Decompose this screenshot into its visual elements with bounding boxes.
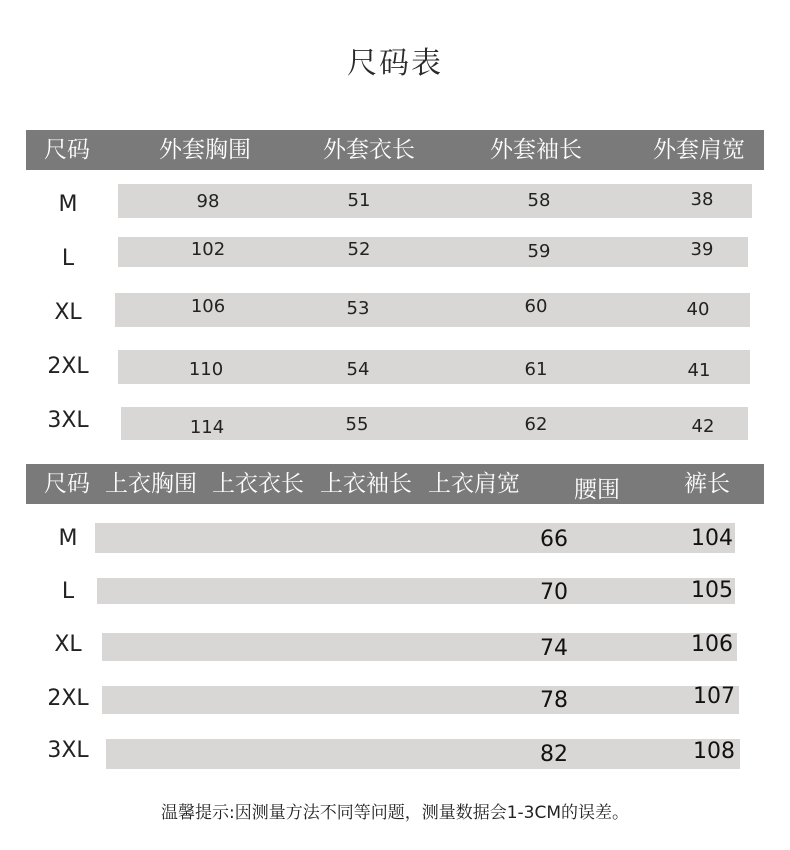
table1-header-length: 外套衣长 [323,137,415,163]
measurement-note: 温馨提示:因测量方法不同等问题，测量数据会1-3CM的误差。 [160,803,630,823]
table1-header-chest: 外套胸围 [159,137,251,163]
size-label: 2XL [47,686,89,711]
table1-header-sleeve: 外套袖长 [490,137,582,163]
table2-header-waist: 腰围 [574,477,620,503]
table-cell: 78 [540,688,568,713]
table-cell: 62 [524,414,548,435]
size-label: XL [54,300,82,325]
table2-row-band [95,523,735,553]
table2-row-band [102,633,737,661]
size-label: XL [54,632,82,657]
table2-header-sleeve: 上衣袖长 [320,471,412,497]
table-cell: 40 [686,299,710,320]
size-label: 2XL [47,354,89,379]
table-cell: 70 [540,580,568,605]
table-cell: 74 [540,636,568,661]
table-cell: 55 [345,414,369,435]
table-cell: 114 [189,417,225,438]
size-label: M [58,526,78,551]
table2-header [26,464,764,504]
table2-header-length: 上衣衣长 [212,471,304,497]
table-cell: 106 [190,296,226,317]
table-cell: 52 [347,239,371,260]
table-cell: 58 [527,190,551,211]
table-cell: 104 [691,526,733,551]
size-label: M [58,192,78,217]
table-cell: 51 [347,190,371,211]
table-cell: 102 [190,239,226,260]
table-cell: 59 [527,241,551,262]
table2-row-band [106,739,740,769]
table-cell: 53 [346,298,370,319]
table-cell: 110 [188,359,224,380]
table-cell: 39 [690,239,714,260]
table1-header [26,130,764,170]
size-label: 3XL [47,738,89,763]
table1-header-size: 尺码 [44,137,90,163]
table-cell: 42 [691,416,715,437]
page-title: 尺码表 [347,46,443,81]
table2-row-band [102,686,739,714]
table-cell: 66 [540,527,568,552]
table2-header-shoulder: 上衣肩宽 [428,471,520,497]
table2-header-pants-length: 裤长 [684,471,730,497]
table-cell: 98 [196,191,220,212]
size-label: L [61,246,75,271]
table-cell: 61 [524,359,548,380]
table-cell: 82 [540,742,568,767]
table-cell: 54 [346,359,370,380]
table-cell: 105 [691,578,733,603]
table-cell: 107 [693,684,735,709]
table2-header-size: 尺码 [44,471,90,497]
table-cell: 60 [524,296,548,317]
table2-header-chest: 上衣胸围 [105,471,197,497]
table1-header-shoulder: 外套肩宽 [653,137,745,163]
table2-row-band [97,578,735,604]
table-cell: 108 [693,739,735,764]
size-label: 3XL [47,408,89,433]
table-cell: 38 [690,189,714,210]
size-label: L [61,579,75,604]
table-cell: 41 [687,360,711,381]
table-cell: 106 [691,632,733,657]
